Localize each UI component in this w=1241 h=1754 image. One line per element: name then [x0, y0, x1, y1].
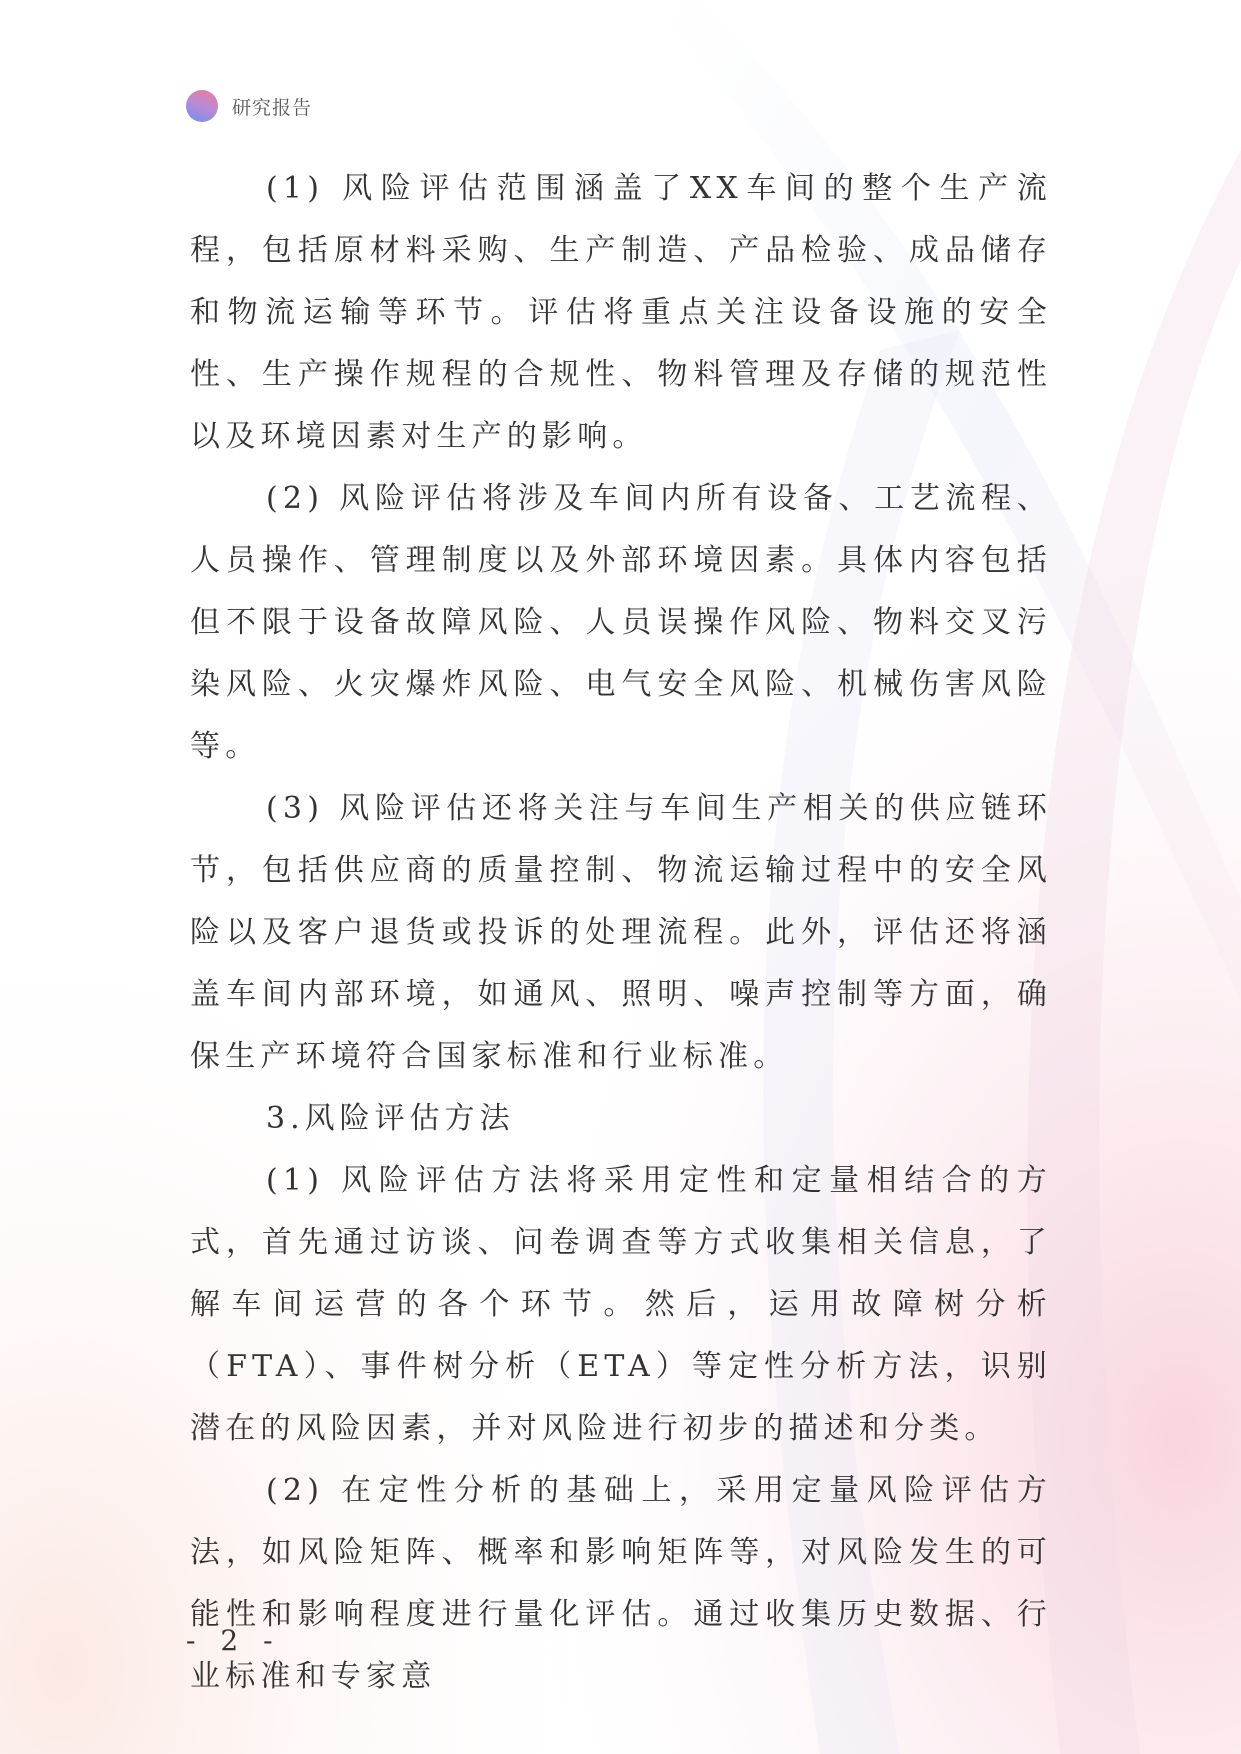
paragraph-method-2: (2) 在定性分析的基础上，采用定量风险评估方法，如风险矩阵、概率和影响矩阵等，对风险发生的可能性和影响程度进行量化评估。通过收集历史数据、行业标准和专家意 — [190, 1473, 1052, 1694]
paragraph-scope-3: (3) 风险评估还将关注与车间生产相关的供应链环节，包括供应商的质量控制、物流运输过程中的安全风险以及客户退货或投诉的处理流程。此外，评估还将涵盖车间内部环境，如通风、照明、噪声控制等方面，确保生产环境符合国家标准和行业标准。 — [190, 791, 1052, 1074]
paragraph-method-1: (1) 风险评估方法将采用定性和定量相结合的方式，首先通过访谈、问卷调查等方式收集相关信息，了解车间运营的各个环节。然后，运用故障树分析（FTA）、事件树分析（ETA）等定性分析方法，识别潜在的风险因素，并对风险进行初步的描述和分类。 — [190, 1163, 1052, 1446]
report-header — [186, 88, 312, 124]
document-body — [190, 158, 1052, 1708]
paragraph-scope-2: (2) 风险评估将涉及车间内所有设备、工艺流程、人员操作、管理制度以及外部环境因素。具体内容包括但不限于设备故障风险、人员误操作风险、物料交叉污染风险、火灾爆炸风险、电气安全风险、机械伤害风险等。 — [190, 481, 1052, 764]
header-title: 研究报告 — [232, 96, 313, 119]
page-number: - 2 - — [186, 1624, 281, 1657]
paragraph-scope-1: (1) 风险评估范围涵盖了XX车间的整个生产流程，包括原材料采购、生产制造、产品检验、成品储存和物流运输等环节。评估将重点关注设备设施的安全性、生产操作规程的合规性、物料管理及存储的规范性以及环境因素对生产的影响。 — [190, 171, 1052, 454]
section-heading: 3.风险评估方法 — [266, 1101, 515, 1136]
logo-circle-icon — [186, 90, 218, 122]
